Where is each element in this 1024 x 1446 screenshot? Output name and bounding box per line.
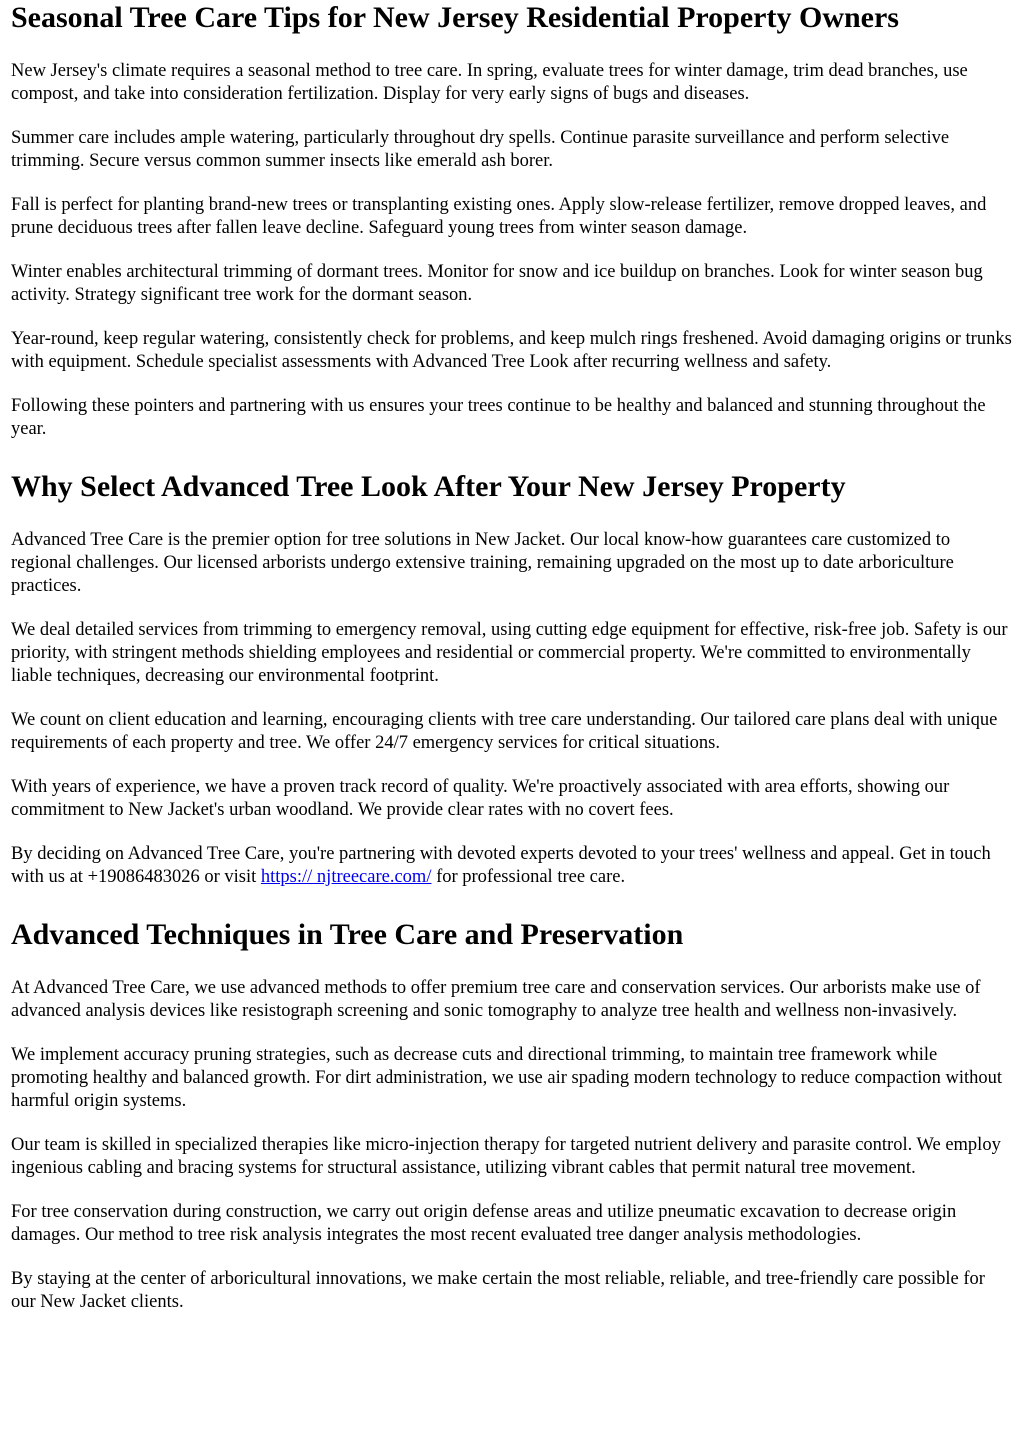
paragraph: Advanced Tree Care is the premier option for tree solutions in New Jacket. Our local know-how guarantees care customized to regional challenges. Our licensed arborists undergo extensive training, remaining upgraded on the most up to date arboriculture practices. (11, 530, 954, 596)
contact-paragraph (11, 843, 1013, 889)
section-seasonal-tips (11, 0, 1013, 441)
paragraph: Fall is perfect for planting brand-new trees or transplanting existing ones. Apply slow-release fertilizer, remove dropped leaves, and prune deciduous trees after fallen leave decline. Safeguard young trees from winter season damage. (11, 195, 987, 238)
section-why-select (11, 469, 1013, 889)
section-heading: Seasonal Tree Care Tips for New Jersey Residential Property Owners (11, 1, 899, 34)
paragraph: We count on client education and learning, encouraging clients with tree care understanding. Our tailored care plans deal with unique requirements of each property and tree. We offer 24/7 emergency services for critical situations. (11, 710, 998, 753)
contact-text: By deciding on Advanced Tree Care, you're partnering with devoted experts devoted to your trees' wellness and appeal. Get in touch with us at +19086483026 or visit (11, 844, 991, 887)
paragraph: Winter enables architectural trimming of dormant trees. Monitor for snow and ice buildup on branches. Look for winter season bug activity. Strategy significant tree work for the dormant season. (11, 262, 983, 305)
paragraph: By staying at the center of arboricultural innovations, we make certain the most reliable, reliable, and tree-friendly care possible for our New Jacket clients. (11, 1269, 985, 1312)
paragraph: We implement accuracy pruning strategies, such as decrease cuts and directional trimming, to maintain tree framework while promoting healthy and balanced growth. For dirt administration, we use air spading modern technology to reduce compaction without harmful origin systems. (11, 1045, 1003, 1111)
contact-text-end: for professional tree care. (431, 867, 626, 887)
paragraph: For tree conservation during construction, we carry out origin defense areas and utilize pneumatic excavation to decrease origin damages. Our method to tree risk analysis integrates the most recent evaluated tree danger analysis methodologies. (11, 1202, 957, 1245)
paragraph: Our team is skilled in specialized therapies like micro-injection therapy for targeted nutrient delivery and parasite control. We employ ingenious cabling and bracing systems for structural assistance, utilizing vibrant cables that permit natural tree movement. (11, 1135, 1001, 1178)
paragraph: At Advanced Tree Care, we use advanced methods to offer premium tree care and conservation services. Our arborists make use of advanced analysis devices like resistograph screening and sonic tomography to analyze tree health and wellness non-invasively. (11, 978, 981, 1021)
paragraph: Year-round, keep regular watering, consistently check for problems, and keep mulch rings freshened. Avoid damaging origins or trunks with equipment. Schedule specialist assessments with Advanced Tree Look after recurring wellness and safety. (11, 329, 1012, 372)
paragraph: With years of experience, we have a proven track record of quality. We're proactively associated with area efforts, showing our commitment to New Jacket's urban woodland. We provide clear rates with no covert fees. (11, 777, 950, 820)
website-link[interactable]: https:// njtreecare.com/ (260, 867, 432, 887)
paragraph: Summer care includes ample watering, particularly throughout dry spells. Continue parasite surveillance and perform selective trimming. Secure versus common summer insects like emerald ash borer. (11, 128, 950, 171)
paragraph: We deal detailed services from trimming to emergency removal, using cutting edge equipment for effective, risk-free job. Safety is our priority, with stringent methods shielding employees and residential or commercial property. We're committed to environmentally liable techniques, decreasing our environmental footprint. (11, 620, 1008, 686)
paragraph: Following these pointers and partnering with us ensures your trees continue to be healthy and balanced and stunning throughout the year. (11, 396, 986, 439)
section-heading: Advanced Techniques in Tree Care and Preservation (11, 918, 684, 951)
section-advanced-techniques (11, 917, 1013, 1314)
section-heading: Why Select Advanced Tree Look After Your New Jersey Property (11, 470, 846, 503)
paragraph: New Jersey's climate requires a seasonal method to tree care. In spring, evaluate trees for winter damage, trim dead branches, use compost, and take into consideration fertilization. Display for very early signs of bugs and diseases. (11, 61, 968, 104)
